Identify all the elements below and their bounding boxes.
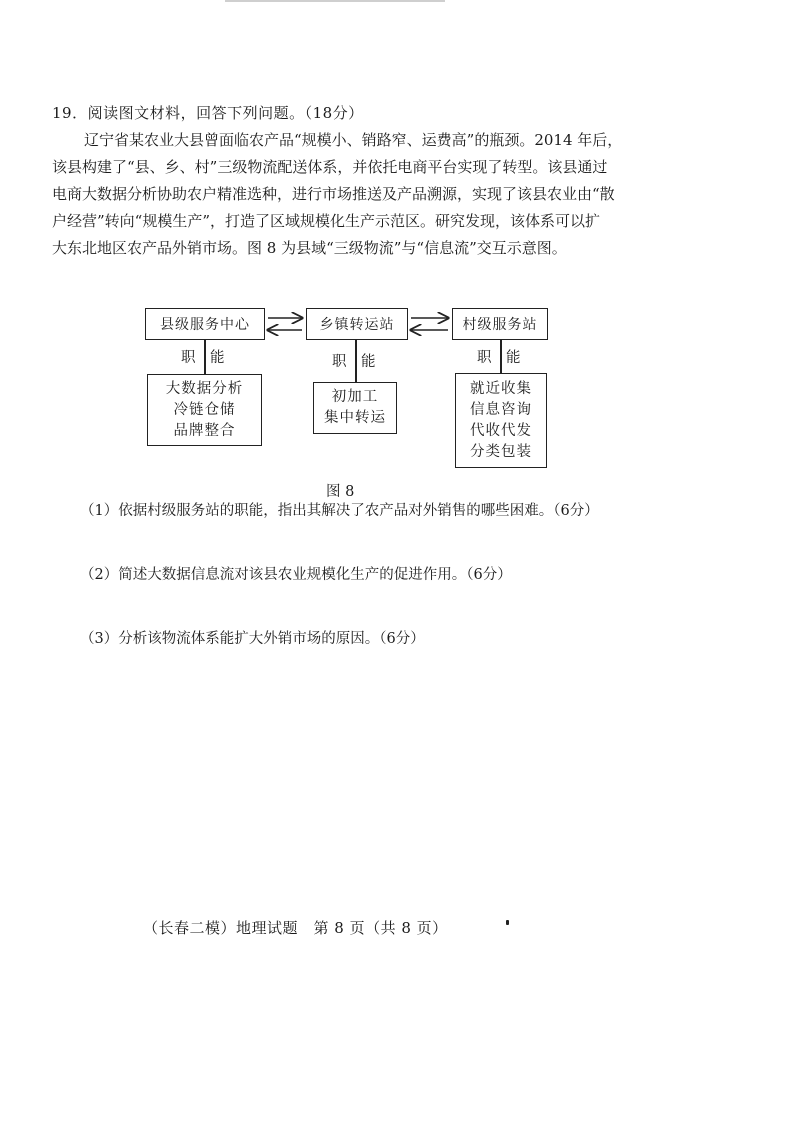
county-functions-box [147,374,262,446]
page-footer: （长春二模）地理试题 第 8 页（共 8 页） [143,919,448,937]
function-label: 职 能 [477,350,521,366]
paragraph-line: 大东北地区农产品外销市场。图 8 为县域“三级物流”与“信息流”交互示意图。 [52,239,567,257]
figure-caption: 图 8 [326,484,355,500]
sub-question: （1）依据村级服务站的职能，指出其解决了农产品对外销售的哪些困难。（6分） [80,503,599,519]
function-item: 集中转运 [324,410,386,426]
question-title: 19．阅读图文材料，回答下列问题。（18分） [52,104,364,122]
function-item: 就近收集 [470,380,532,397]
function-item: 信息咨询 [470,401,532,418]
function-item: 初加工 [331,389,379,405]
function-item: 分类包装 [470,443,532,460]
town-station-box: 乡镇转运站 [306,308,408,340]
paragraph-line: 辽宁省某农业大县曾面临农产品“规模小、销路窄、运费高”的瓶颈。2014 年后， [84,131,623,149]
town-functions-box [313,382,397,434]
function-label: 职 能 [181,350,225,366]
function-item: 品牌整合 [173,422,236,439]
function-label: 职 能 [332,354,376,370]
paragraph-line: 该县构建了“县、乡、村”三级物流配送体系，并依托电商平台实现了转型。该县通过 [52,158,608,176]
paragraph-line: 户经营”转向“规模生产”，打造了区域规模化生产示范区。研究发现，该体系可以扩 [52,212,601,230]
function-item: 大数据分析 [165,380,244,397]
function-item: 代收代发 [470,422,532,439]
paragraph-line: 电商大数据分析协助农户精准选种，进行市场推送及产品溯源，实现了该县农业由“散 [52,185,615,203]
village-functions-box [455,373,547,468]
sub-question: （3）分析该物流体系能扩大外销市场的原因。（6分） [80,631,425,647]
sub-question: （2）简述大数据信息流对该县农业规模化生产的促进作用。（6分） [80,567,512,583]
village-station-box: 村级服务站 [452,308,548,340]
scan-speck [506,920,509,925]
county-center-box: 县级服务中心 [145,308,265,340]
function-item: 冷链仓储 [173,401,236,418]
